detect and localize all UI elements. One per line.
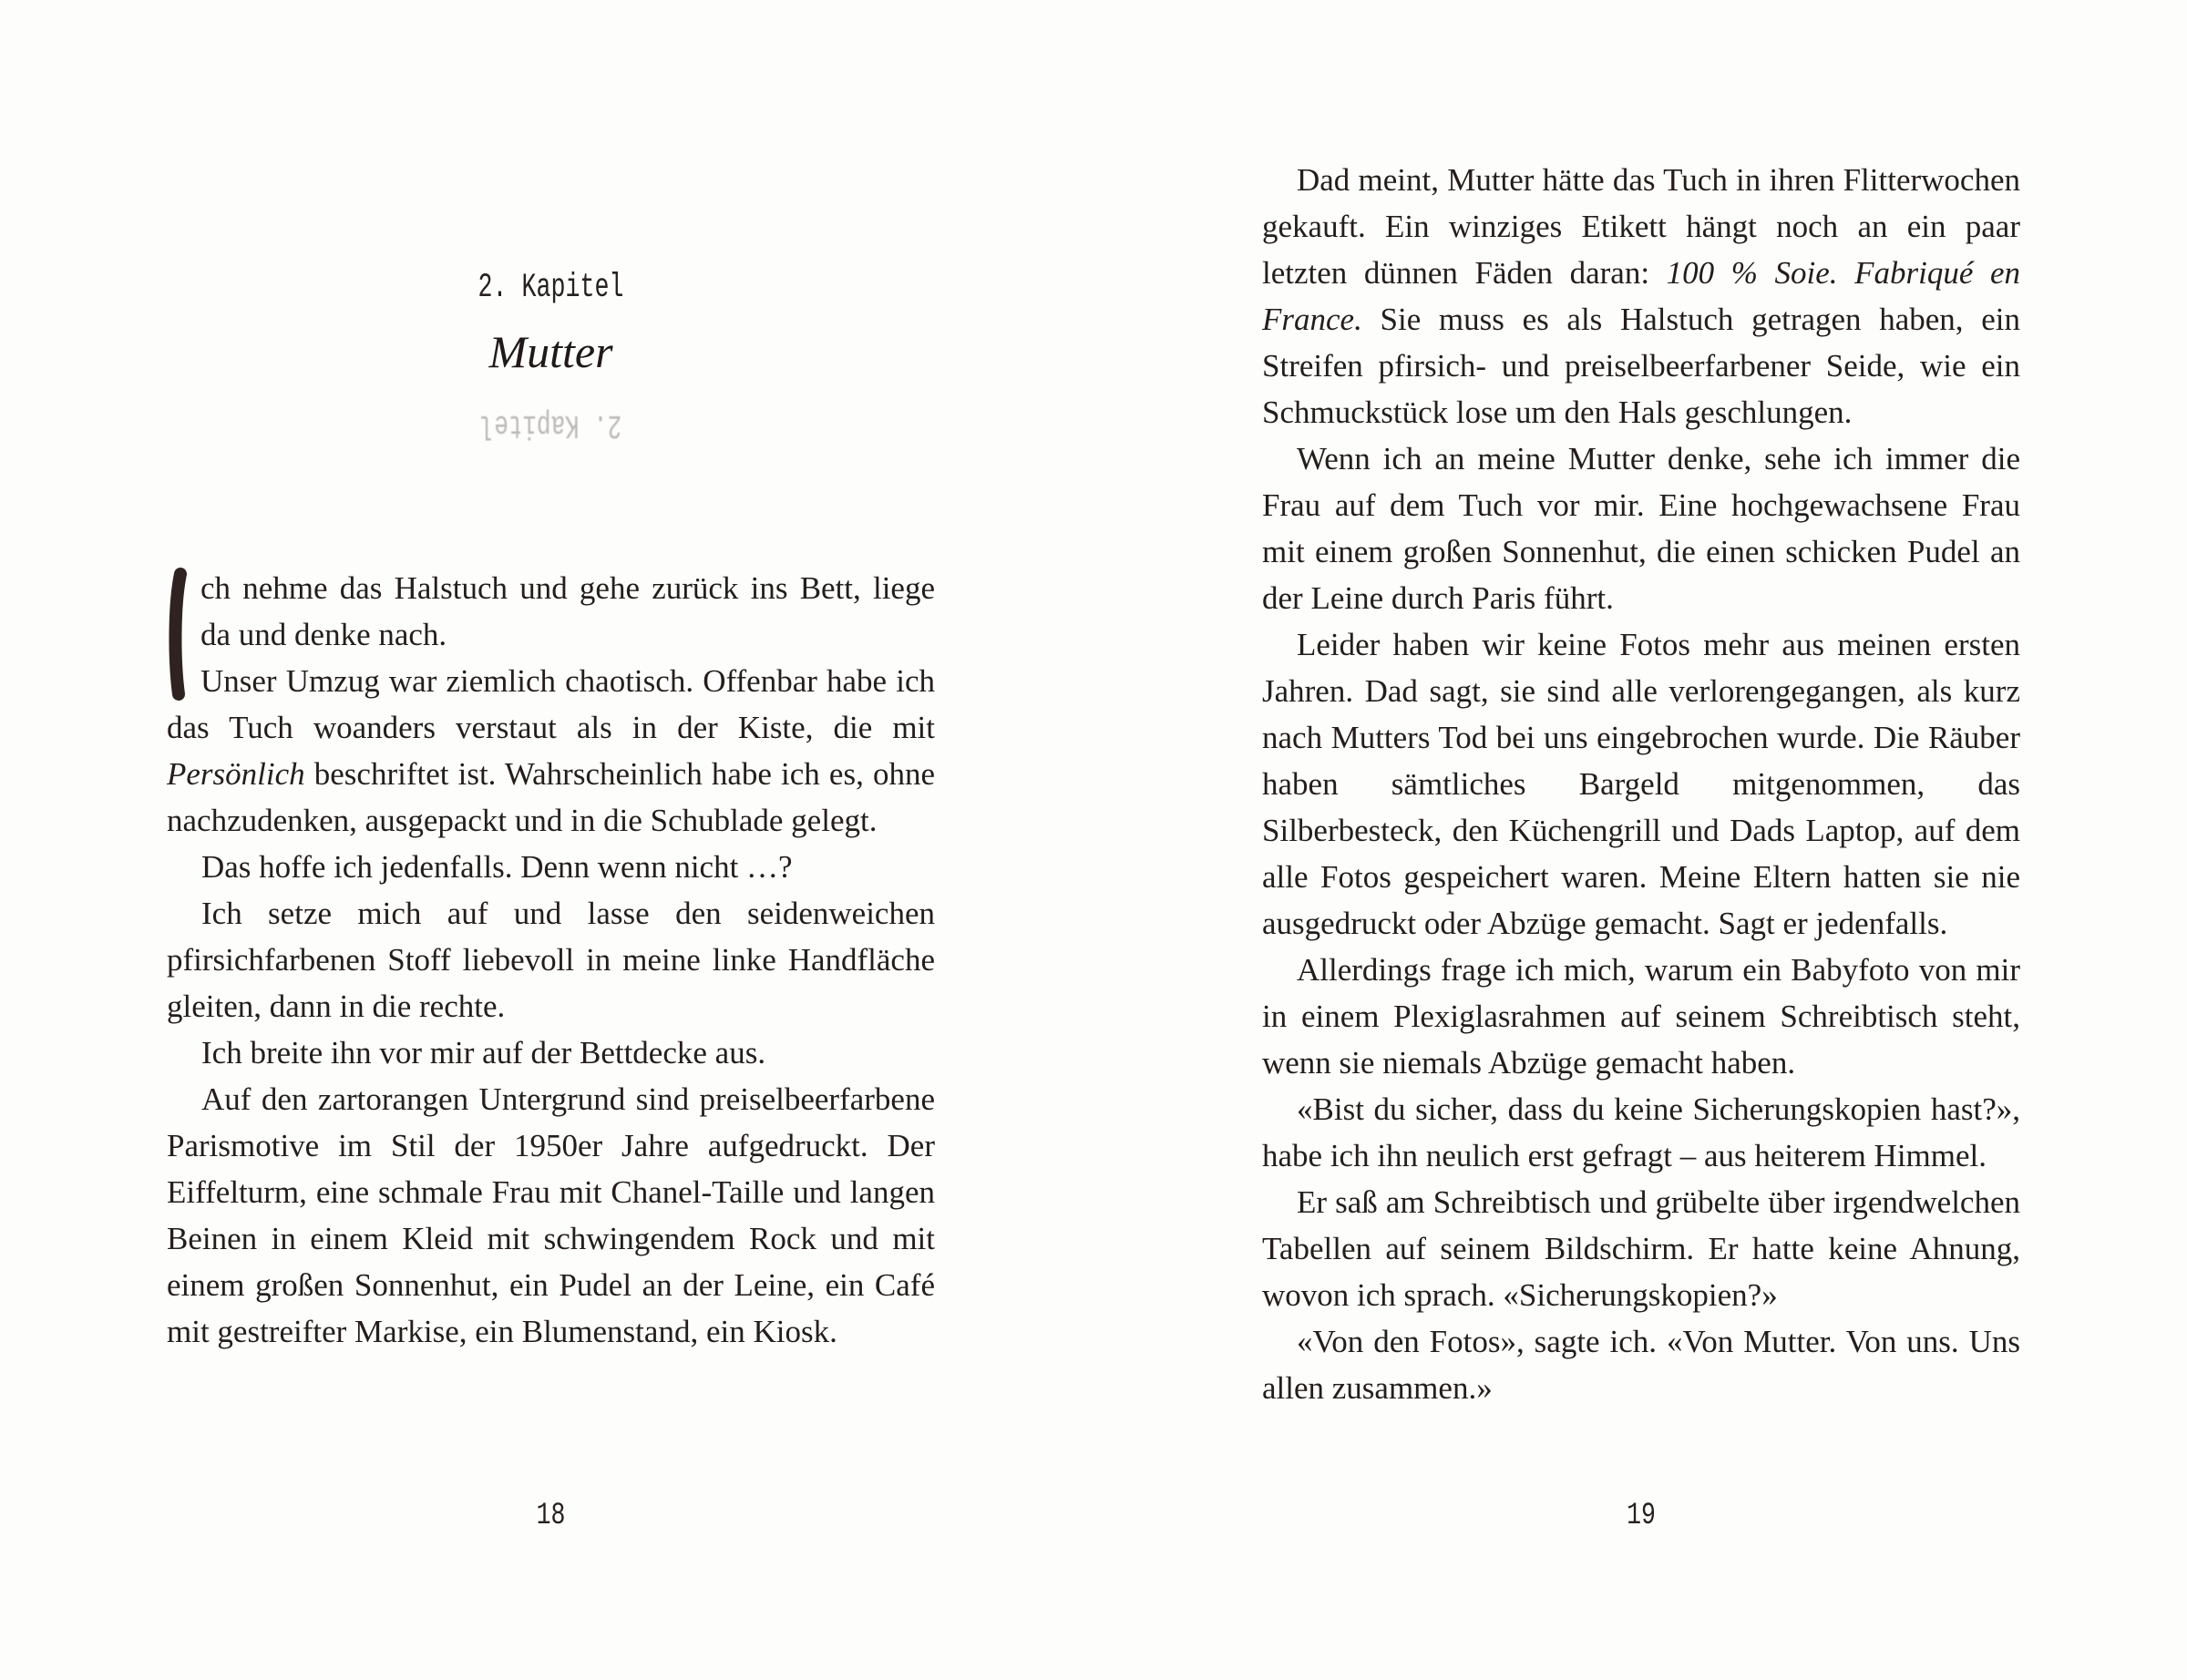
text-run: Allerdings frage ich mich, warum ein Babyfoto von mir in einem Plexiglasrahmen auf seinem Schreibtisch steht, wenn sie niemals Abzüge gemacht haben. (1262, 952, 2020, 1081)
text-run: Ich setze mich auf und lasse den seidenweichen pfirsichfarbenen Stoff liebevoll in meine linke Handfläche gleiten, dann in die rechte. (167, 896, 935, 1024)
chapter-number-showthrough: 2. Kapitel (479, 406, 622, 444)
text-run: Sie muss es als Halstuch getragen haben, ein Streifen pfirsich- und preiselbeerfarbener Seide, wie ein Schmuckstück lose um den Hals geschlungen. (1262, 302, 2020, 430)
italic-text-run: 100 % Soie. Fabriqué en France. (1262, 255, 2020, 337)
paragraph (167, 844, 935, 890)
right-page-text (1262, 157, 2020, 1411)
page-left (167, 0, 935, 1680)
text-run: Er saß am Schreibtisch und grübelte über irgendwelchen Tabellen auf seinem Bildschirm. Er hatte keine Ahnung, wovon ich sprach. «Sicherungskopien?» (1262, 1184, 2020, 1313)
text-run: Wenn ich an meine Mutter denke, sehe ich immer die Frau auf dem Tuch vor mir. Eine hochgewachsene Frau mit einem großen Sonnenhut, die einen schicken Pudel an der Leine durch Paris führt. (1262, 441, 2020, 616)
text-run: Leider haben wir keine Fotos mehr aus meinen ersten Jahren. Dad sagt, sie sind alle verlorengegangen, als kurz nach Mutters Tod bei uns eingebrochen wurde. Die Räuber haben sämtliches Bargeld mitgenommen, das Silberbesteck, den Küchengrill und Dads Laptop, auf dem alle Fotos gespeichert waren. Meine Eltern hatten sie nie ausgedruckt oder Abzüge gemacht. Sagt er jedenfalls. (1262, 627, 2020, 941)
paragraph (167, 658, 935, 844)
paragraph (1262, 157, 2020, 435)
text-run: Das hoffe ich jedenfalls. Denn wenn nicht …? (201, 849, 793, 885)
paragraph (1262, 1086, 2020, 1179)
page-number-left: 18 (536, 1499, 566, 1533)
page-right (1262, 0, 2020, 1680)
text-run: Dad meint, Mutter hätte das Tuch in ihren Flitterwochen gekauft. Ein winziges Etikett hängt noch an ein paar letzten dünnen Fäden daran: (1262, 162, 2020, 291)
text-run: «Bist du sicher, dass du keine Sicherungskopien hast?», habe ich ihn neulich erst gefragt – aus heiterem Himmel. (1262, 1091, 2020, 1173)
italic-text-run: Persönlich (167, 756, 305, 792)
text-run: «Von den Fotos», sagte ich. «Von Mutter. Von uns. Uns allen zusammen.» (1262, 1324, 2020, 1406)
text-run: Ich breite ihn vor mir auf der Bettdecke aus. (201, 1035, 766, 1070)
paragraph (167, 565, 935, 658)
text-run: Unser Umzug war ziemlich chaotisch. Offenbar habe ich das Tuch woanders verstaut als in der Kiste, die mit (167, 663, 935, 745)
dropcap-initial-I-stroke (167, 567, 191, 703)
text-run: ch nehme das Halstuch und gehe zurück ins Bett, liege da und denke nach. (200, 570, 935, 652)
paragraph (167, 1076, 935, 1355)
text-run: beschriftet ist. Wahrscheinlich habe ich es, ohne nachzudenken, ausgepackt und in die Schublade gelegt. (167, 756, 935, 838)
paragraph (1262, 1179, 2020, 1318)
text-run: Auf den zartorangen Untergrund sind preiselbeerfarbene Parismotive im Stil der 1950er Jahre aufgedruckt. Der Eiffelturm, eine schmale Frau mit Chanel-Taille und langen Beinen in einem Kleid mit schwingendem Rock und mit einem großen Sonnenhut, ein Pudel an der Leine, ein Café mit gestreifter Markise, ein Blumenstand, ein Kiosk. (167, 1081, 935, 1349)
chapter-title: Mutter (488, 326, 613, 377)
chapter-number: 2. Kapitel (477, 269, 624, 307)
paragraph (1262, 1318, 2020, 1411)
paragraph (1262, 947, 2020, 1086)
paragraph (167, 890, 935, 1030)
paragraph (1262, 621, 2020, 947)
paragraph (1262, 435, 2020, 621)
paragraph (167, 1030, 935, 1076)
page-number-right: 19 (1627, 1499, 1656, 1533)
left-page-text (167, 565, 935, 1355)
